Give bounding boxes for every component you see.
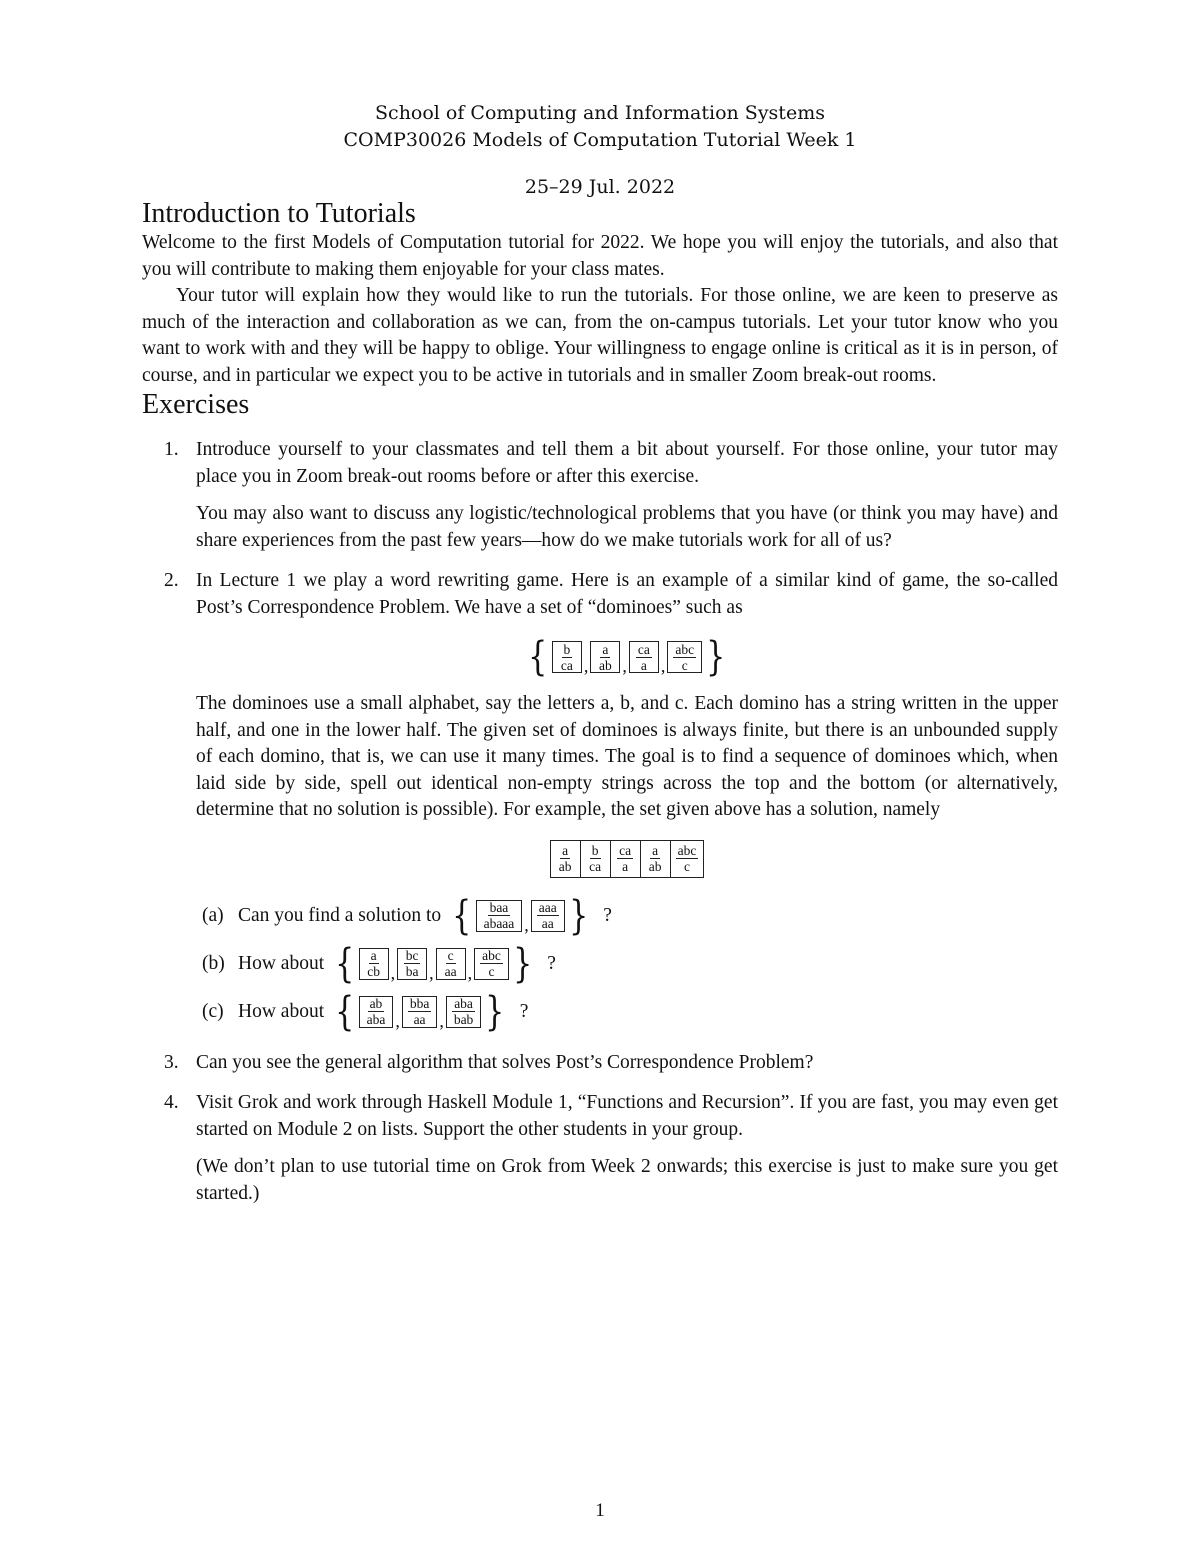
set-comma: , [390,962,396,983]
set-comma: , [467,962,473,983]
domino [402,996,438,1028]
domino [641,841,671,877]
right-brace: } [568,892,589,939]
exercise-3-paragraph-1: Can you see the general algorithm that solves Post’s Correspondence Problem? [196,1051,814,1073]
sub-question-text: How about [238,952,325,974]
right-brace: } [512,940,533,987]
domino-top: bc [405,948,419,963]
domino-top: abc [677,843,697,858]
exercise-number: 3. [164,1051,179,1073]
domino-top: aba [454,996,473,1011]
domino [629,641,659,673]
domino-bottom: aa [444,964,457,979]
domino [552,641,582,673]
domino [551,841,581,877]
set-comma: , [583,656,589,676]
sub-question-text: Can you find a solution to [238,904,442,926]
domino-top: b [563,641,571,657]
set-comma: , [439,1010,444,1031]
domino-set-display [196,634,1058,680]
domino-bottom: cb [367,964,380,979]
sub-question-a [196,892,1058,940]
domino-top: ca [637,641,650,657]
exercise-2-paragraph-2: The dominoes use a small alphabet, say the letters a, b, and c. Each domino has a string written in the upper half, and one in the lower half. The given set of dominoes is always finite, but there is an unbounded supply of each domino, that is, we can use it many times. The goal is to find a sequence of dominoes which, when laid side by side, spell out identical non-empty strings across the top and the bottom (or alternatively, determine that no solution is possible). For example, the set given above has a solution, namely [196,693,1058,820]
document-page [142,100,1058,1221]
exercise-4-paragraph-2: (We don’t plan to use tutorial time on Grok from Week 2 onwards; this exercise is just to make sure you get started.) [196,1156,1058,1204]
sub-question-label: (c) [202,1000,224,1022]
domino-set [449,892,591,939]
domino [590,641,620,673]
domino [611,841,641,877]
left-brace: { [335,988,355,1035]
domino-solution-sequence [550,840,705,878]
domino-bottom: ab [648,859,662,874]
left-brace: { [452,892,472,939]
date-line: 25–29 Jul. 2022 [524,176,676,198]
set-comma: , [622,656,627,676]
domino [474,948,509,980]
domino [667,641,702,673]
exercise-list [142,437,1058,1207]
domino-bottom: a [622,859,629,874]
exercise-number: 1. [164,439,179,460]
exercise-1-paragraph-2: You may also want to discuss any logistic/technological problems that you have (or think you may have) and share experiences from the past few years—how do we make tutorials work for all of us? [196,503,1058,551]
domino-top: ab [369,996,383,1011]
domino-bottom: ab [599,657,612,673]
exercise-1 [142,437,1058,554]
domino-bottom: aba [366,1012,386,1027]
domino-bottom: c [683,859,690,874]
domino [397,948,427,980]
domino [436,948,466,980]
question-mark: ? [603,904,612,926]
exercise-number: 2. [164,570,179,591]
domino-bottom: c [488,964,495,979]
exercise-3 [142,1050,1058,1077]
right-brace: } [485,988,505,1035]
domino-top: a [652,843,659,858]
domino-top: a [562,843,569,858]
domino-bottom: bab [453,1012,474,1027]
domino-set [525,634,728,680]
set-comma: , [524,914,529,935]
school-heading: School of Computing and Information Systems [375,102,825,124]
exercise-4 [142,1090,1058,1207]
exercise-1-paragraph-1: Introduce yourself to your classmates and tell them a bit about yourself. For those online, your tutor may place you in Zoom break-out rooms before or after this exercise. [196,439,1058,487]
page-number: 1 [595,1500,605,1521]
intro-paragraph-1: Welcome to the first Models of Computation tutorial for 2022. We hope you will enjoy the tutorials, and also that you will contribute to making them enjoyable for your class mates. [142,232,1058,280]
domino [446,996,482,1028]
domino-bottom: aa [413,1012,426,1027]
sub-question-label: (a) [202,904,224,926]
domino [671,841,704,877]
domino [581,841,611,877]
domino-set [332,988,508,1035]
exercise-number: 4. [164,1092,179,1113]
question-mark: ? [519,1000,529,1022]
left-brace: { [528,634,548,680]
set-comma: , [395,1010,400,1031]
domino-set [332,940,535,987]
solution-display [196,840,1058,878]
domino [531,900,565,932]
sub-question-text: How about [238,1000,325,1022]
domino-top: b [591,843,599,858]
sub-question-list [196,892,1058,1036]
domino-bottom: a [640,657,647,673]
domino [359,948,389,980]
set-comma: , [429,962,434,983]
sub-question-label: (b) [202,952,225,974]
domino-top: abc [675,641,695,657]
domino-bottom: ab [558,859,572,874]
intro-paragraph-2: Your tutor will explain how they would like to run the tutorials. For those online, we are keen to preserve as much of the interaction and collaboration as we can, from the on-campus tutorials. Let your tutor know who you want to work with and they will be happy to oblige. Your willingness to engage online is critical as it is in person, of course, and in particular we expect you to be active in tutorials and in smaller Zoom break-out rooms. [142,285,1058,386]
domino-bottom: c [681,657,688,673]
question-mark: ? [547,952,556,974]
domino-bottom: ba [405,964,419,979]
domino-top: bba [409,996,430,1011]
exercises-section-title: Exercises [142,389,250,420]
exercise-2 [142,568,1058,1036]
domino-top: baa [489,900,509,915]
domino-top: aaa [538,900,557,915]
domino-bottom: aa [541,916,554,931]
domino-bottom: abaaa [483,916,515,931]
domino-top: c [447,948,454,963]
course-heading: COMP30026 Models of Computation Tutorial Week 1 [343,129,857,151]
domino-top: ca [619,843,632,858]
domino [476,900,523,932]
intro-section-title: Introduction to Tutorials [142,198,416,229]
domino-bottom: ca [560,657,573,673]
domino-top: a [370,948,377,963]
domino-bottom: ca [589,859,602,874]
domino-top: abc [482,948,501,963]
domino-top: a [602,641,609,657]
sub-question-b [196,940,1058,988]
set-comma: , [660,656,666,676]
domino [359,996,394,1028]
right-brace: } [706,634,726,680]
exercise-2-paragraph-1: In Lecture 1 we play a word rewriting game. Here is an example of a similar kind of game, the so-called Post’s Correspondence Problem. We have a set of “dominoes” such as [196,570,1058,618]
sub-question-c [196,988,1058,1036]
left-brace: { [335,940,355,987]
exercise-4-paragraph-1: Visit Grok and work through Haskell Module 1, “Functions and Recursion”. If you are fast, you may even get started on Module 2 on lists. Support the other students in your group. [196,1092,1058,1140]
